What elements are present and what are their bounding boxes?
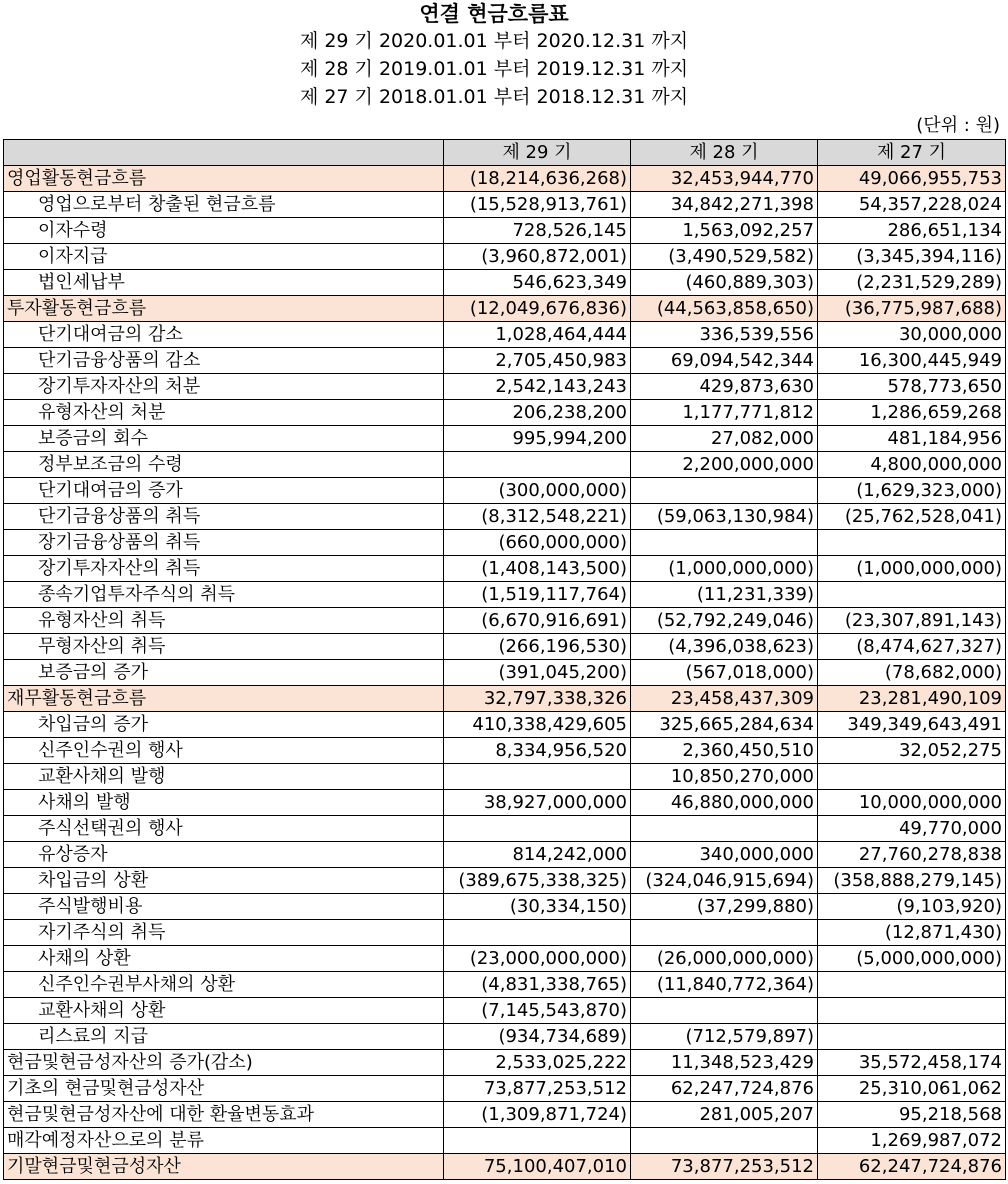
value-27: 49,770,000 bbox=[818, 816, 1006, 842]
value-27: 4,800,000,000 bbox=[818, 452, 1006, 478]
table-header-row bbox=[4, 140, 1006, 166]
table-row bbox=[4, 686, 1006, 712]
value-29: 2,705,450,983 bbox=[444, 348, 631, 374]
value-28 bbox=[631, 816, 818, 842]
value-29 bbox=[444, 452, 631, 478]
value-27: 54,357,228,024 bbox=[818, 192, 1006, 218]
value-29: (6,670,916,691) bbox=[444, 608, 631, 634]
value-29: (266,196,530) bbox=[444, 634, 631, 660]
value-27: 95,218,568 bbox=[818, 1102, 1006, 1128]
table-row bbox=[4, 790, 1006, 816]
value-27: (1,629,323,000) bbox=[818, 478, 1006, 504]
period-line-28: 제 28 기 2019.01.01 부터 2019.12.31 까지 bbox=[299, 58, 689, 80]
row-label: 주식선택권의 행사 bbox=[4, 816, 444, 842]
row-label: 신주인수권부사채의 상환 bbox=[4, 972, 444, 998]
value-27: (8,474,627,327) bbox=[818, 634, 1006, 660]
period-line-29: 제 29 기 2020.01.01 부터 2020.12.31 까지 bbox=[299, 30, 689, 52]
value-27 bbox=[818, 998, 1006, 1024]
row-label: 장기투자자산의 취득 bbox=[4, 556, 444, 582]
value-27: 32,052,275 bbox=[818, 738, 1006, 764]
table-row bbox=[4, 218, 1006, 244]
value-29: (23,000,000,000) bbox=[444, 946, 631, 972]
table-body bbox=[4, 166, 1006, 1180]
value-29: 814,242,000 bbox=[444, 842, 631, 868]
value-27: 1,286,659,268 bbox=[818, 400, 1006, 426]
value-29: 728,526,145 bbox=[444, 218, 631, 244]
value-27 bbox=[818, 582, 1006, 608]
row-label: 신주인수권의 행사 bbox=[4, 738, 444, 764]
table-row bbox=[4, 712, 1006, 738]
value-29: (8,312,548,221) bbox=[444, 504, 631, 530]
row-label: 무형자산의 취득 bbox=[4, 634, 444, 660]
value-29: (300,000,000) bbox=[444, 478, 631, 504]
row-label: 단기금융상품의 감소 bbox=[4, 348, 444, 374]
value-28: 336,539,556 bbox=[631, 322, 818, 348]
value-27: (5,000,000,000) bbox=[818, 946, 1006, 972]
value-28: 1,177,771,812 bbox=[631, 400, 818, 426]
table-row bbox=[4, 504, 1006, 530]
unit-label: (단위 : 원) bbox=[916, 115, 1000, 136]
value-29: 75,100,407,010 bbox=[444, 1154, 631, 1180]
cash-flow-table bbox=[3, 139, 1006, 1180]
value-29: (12,049,676,836) bbox=[444, 296, 631, 322]
table-row bbox=[4, 946, 1006, 972]
row-label: 종속기업투자주식의 취득 bbox=[4, 582, 444, 608]
table-row bbox=[4, 764, 1006, 790]
column-header-29: 제 29 기 bbox=[444, 140, 631, 166]
row-label: 유상증자 bbox=[4, 842, 444, 868]
row-label: 장기투자자산의 처분 bbox=[4, 374, 444, 400]
value-28: (11,231,339) bbox=[631, 582, 818, 608]
value-27: 16,300,445,949 bbox=[818, 348, 1006, 374]
value-27: 49,066,955,753 bbox=[818, 166, 1006, 192]
row-label: 차입금의 증가 bbox=[4, 712, 444, 738]
table-row bbox=[4, 478, 1006, 504]
value-27: (36,775,987,688) bbox=[818, 296, 1006, 322]
table-row bbox=[4, 1102, 1006, 1128]
row-label: 단기대여금의 감소 bbox=[4, 322, 444, 348]
value-28: 73,877,253,512 bbox=[631, 1154, 818, 1180]
table-row bbox=[4, 1024, 1006, 1050]
value-27: (2,231,529,289) bbox=[818, 270, 1006, 296]
header-blank-cell bbox=[4, 140, 444, 166]
value-27: (25,762,528,041) bbox=[818, 504, 1006, 530]
value-28: 34,842,271,398 bbox=[631, 192, 818, 218]
value-28: (324,046,915,694) bbox=[631, 868, 818, 894]
table-row bbox=[4, 972, 1006, 998]
value-27: 23,281,490,109 bbox=[818, 686, 1006, 712]
table-row bbox=[4, 894, 1006, 920]
value-28: 325,665,284,634 bbox=[631, 712, 818, 738]
table-row bbox=[4, 244, 1006, 270]
value-28: 2,360,450,510 bbox=[631, 738, 818, 764]
row-label: 교환사채의 상환 bbox=[4, 998, 444, 1024]
value-28: (59,063,130,984) bbox=[631, 504, 818, 530]
value-28 bbox=[631, 920, 818, 946]
value-28: 10,850,270,000 bbox=[631, 764, 818, 790]
table-row bbox=[4, 426, 1006, 452]
value-28 bbox=[631, 1128, 818, 1154]
value-28: (52,792,249,046) bbox=[631, 608, 818, 634]
table-row bbox=[4, 582, 1006, 608]
table-row bbox=[4, 192, 1006, 218]
value-29 bbox=[444, 1128, 631, 1154]
row-label: 차입금의 상환 bbox=[4, 868, 444, 894]
value-28: (1,000,000,000) bbox=[631, 556, 818, 582]
value-28: 2,200,000,000 bbox=[631, 452, 818, 478]
column-header-28: 제 28 기 bbox=[631, 140, 818, 166]
value-27: 1,269,987,072 bbox=[818, 1128, 1006, 1154]
table-row bbox=[4, 1128, 1006, 1154]
table-row bbox=[4, 1154, 1006, 1180]
value-28: 32,453,944,770 bbox=[631, 166, 818, 192]
value-27: (78,682,000) bbox=[818, 660, 1006, 686]
value-29: (660,000,000) bbox=[444, 530, 631, 556]
row-label: 사채의 상환 bbox=[4, 946, 444, 972]
value-29: 2,542,143,243 bbox=[444, 374, 631, 400]
value-27: 62,247,724,876 bbox=[818, 1154, 1006, 1180]
value-28: 281,005,207 bbox=[631, 1102, 818, 1128]
row-label: 투자활동현금흐름 bbox=[4, 296, 444, 322]
table-row bbox=[4, 1050, 1006, 1076]
table-row bbox=[4, 634, 1006, 660]
value-28: (3,490,529,582) bbox=[631, 244, 818, 270]
row-label: 사채의 발행 bbox=[4, 790, 444, 816]
table-row bbox=[4, 556, 1006, 582]
value-27 bbox=[818, 972, 1006, 998]
table-row bbox=[4, 608, 1006, 634]
table-row bbox=[4, 270, 1006, 296]
value-27: 35,572,458,174 bbox=[818, 1050, 1006, 1076]
value-28: (460,889,303) bbox=[631, 270, 818, 296]
value-28: 46,880,000,000 bbox=[631, 790, 818, 816]
value-28: 62,247,724,876 bbox=[631, 1076, 818, 1102]
table-row bbox=[4, 166, 1006, 192]
value-27: 25,310,061,062 bbox=[818, 1076, 1006, 1102]
value-29: (3,960,872,001) bbox=[444, 244, 631, 270]
table-row bbox=[4, 920, 1006, 946]
value-27: (1,000,000,000) bbox=[818, 556, 1006, 582]
value-29: 38,927,000,000 bbox=[444, 790, 631, 816]
table-row bbox=[4, 530, 1006, 556]
row-label: 단기금융상품의 취득 bbox=[4, 504, 444, 530]
value-27: 286,651,134 bbox=[818, 218, 1006, 244]
value-29: (15,528,913,761) bbox=[444, 192, 631, 218]
row-label: 이자지급 bbox=[4, 244, 444, 270]
value-29 bbox=[444, 816, 631, 842]
row-label: 장기금융상품의 취득 bbox=[4, 530, 444, 556]
value-27 bbox=[818, 764, 1006, 790]
value-27: 349,349,643,491 bbox=[818, 712, 1006, 738]
value-28: 23,458,437,309 bbox=[631, 686, 818, 712]
row-label: 법인세납부 bbox=[4, 270, 444, 296]
value-27: 578,773,650 bbox=[818, 374, 1006, 400]
value-27 bbox=[818, 1024, 1006, 1050]
table-row bbox=[4, 738, 1006, 764]
row-label: 유형자산의 처분 bbox=[4, 400, 444, 426]
value-27: (9,103,920) bbox=[818, 894, 1006, 920]
value-29: 8,334,956,520 bbox=[444, 738, 631, 764]
row-label: 기초의 현금및현금성자산 bbox=[4, 1076, 444, 1102]
value-28: 11,348,523,429 bbox=[631, 1050, 818, 1076]
row-label: 영업으로부터 창출된 현금흐름 bbox=[4, 192, 444, 218]
row-label: 보증금의 회수 bbox=[4, 426, 444, 452]
value-29 bbox=[444, 920, 631, 946]
value-29: 32,797,338,326 bbox=[444, 686, 631, 712]
table-row bbox=[4, 868, 1006, 894]
value-28: (44,563,858,650) bbox=[631, 296, 818, 322]
table-row bbox=[4, 322, 1006, 348]
statement-header bbox=[0, 0, 1008, 111]
value-29: 73,877,253,512 bbox=[444, 1076, 631, 1102]
table-row bbox=[4, 660, 1006, 686]
value-29: (18,214,636,268) bbox=[444, 166, 631, 192]
table-row bbox=[4, 842, 1006, 868]
row-label: 현금및현금성자산에 대한 환율변동효과 bbox=[4, 1102, 444, 1128]
value-27: (12,871,430) bbox=[818, 920, 1006, 946]
value-29: (1,519,117,764) bbox=[444, 582, 631, 608]
table-row bbox=[4, 1076, 1006, 1102]
table-row bbox=[4, 400, 1006, 426]
row-label: 보증금의 증가 bbox=[4, 660, 444, 686]
table-row bbox=[4, 374, 1006, 400]
value-28: 340,000,000 bbox=[631, 842, 818, 868]
value-28: 69,094,542,344 bbox=[631, 348, 818, 374]
value-27: 30,000,000 bbox=[818, 322, 1006, 348]
value-29 bbox=[444, 764, 631, 790]
value-29: 995,994,200 bbox=[444, 426, 631, 452]
row-label: 단기대여금의 증가 bbox=[4, 478, 444, 504]
value-29: (1,309,871,724) bbox=[444, 1102, 631, 1128]
row-label: 이자수령 bbox=[4, 218, 444, 244]
value-27 bbox=[818, 530, 1006, 556]
value-28: (37,299,880) bbox=[631, 894, 818, 920]
value-28: (4,396,038,623) bbox=[631, 634, 818, 660]
value-29: 1,028,464,444 bbox=[444, 322, 631, 348]
row-label: 기말현금및현금성자산 bbox=[4, 1154, 444, 1180]
period-line-27: 제 27 기 2018.01.01 부터 2018.12.31 까지 bbox=[299, 86, 689, 108]
value-29: 2,533,025,222 bbox=[444, 1050, 631, 1076]
value-29: (7,145,543,870) bbox=[444, 998, 631, 1024]
row-label: 재무활동현금흐름 bbox=[4, 686, 444, 712]
column-header-27: 제 27 기 bbox=[818, 140, 1006, 166]
value-28: 429,873,630 bbox=[631, 374, 818, 400]
value-28: (567,018,000) bbox=[631, 660, 818, 686]
value-29: 206,238,200 bbox=[444, 400, 631, 426]
value-29: (391,045,200) bbox=[444, 660, 631, 686]
row-label: 자기주식의 취득 bbox=[4, 920, 444, 946]
row-label: 리스료의 지급 bbox=[4, 1024, 444, 1050]
value-27: 27,760,278,838 bbox=[818, 842, 1006, 868]
value-29: (934,734,689) bbox=[444, 1024, 631, 1050]
row-label: 주식발행비용 bbox=[4, 894, 444, 920]
value-29: (1,408,143,500) bbox=[444, 556, 631, 582]
value-27: 10,000,000,000 bbox=[818, 790, 1006, 816]
value-29: 410,338,429,605 bbox=[444, 712, 631, 738]
row-label: 유형자산의 취득 bbox=[4, 608, 444, 634]
value-28 bbox=[631, 998, 818, 1024]
value-28: (712,579,897) bbox=[631, 1024, 818, 1050]
table-row bbox=[4, 296, 1006, 322]
value-29: (389,675,338,325) bbox=[444, 868, 631, 894]
table-row bbox=[4, 348, 1006, 374]
row-label: 교환사채의 발행 bbox=[4, 764, 444, 790]
value-28 bbox=[631, 478, 818, 504]
table-row bbox=[4, 452, 1006, 478]
value-27: (23,307,891,143) bbox=[818, 608, 1006, 634]
value-27: 481,184,956 bbox=[818, 426, 1006, 452]
row-label: 매각예정자산으로의 분류 bbox=[4, 1128, 444, 1154]
row-label: 영업활동현금흐름 bbox=[4, 166, 444, 192]
value-28: 27,082,000 bbox=[631, 426, 818, 452]
statement-title: 연결 현금흐름표 bbox=[419, 2, 569, 26]
value-28: (11,840,772,364) bbox=[631, 972, 818, 998]
table-row bbox=[4, 816, 1006, 842]
value-27: (3,345,394,116) bbox=[818, 244, 1006, 270]
value-29: (4,831,338,765) bbox=[444, 972, 631, 998]
value-29: (30,334,150) bbox=[444, 894, 631, 920]
row-label: 정부보조금의 수령 bbox=[4, 452, 444, 478]
value-28 bbox=[631, 530, 818, 556]
table-row bbox=[4, 998, 1006, 1024]
value-28: (26,000,000,000) bbox=[631, 946, 818, 972]
value-29: 546,623,349 bbox=[444, 270, 631, 296]
value-28: 1,563,092,257 bbox=[631, 218, 818, 244]
value-27: (358,888,279,145) bbox=[818, 868, 1006, 894]
row-label: 현금및현금성자산의 증가(감소) bbox=[4, 1050, 444, 1076]
